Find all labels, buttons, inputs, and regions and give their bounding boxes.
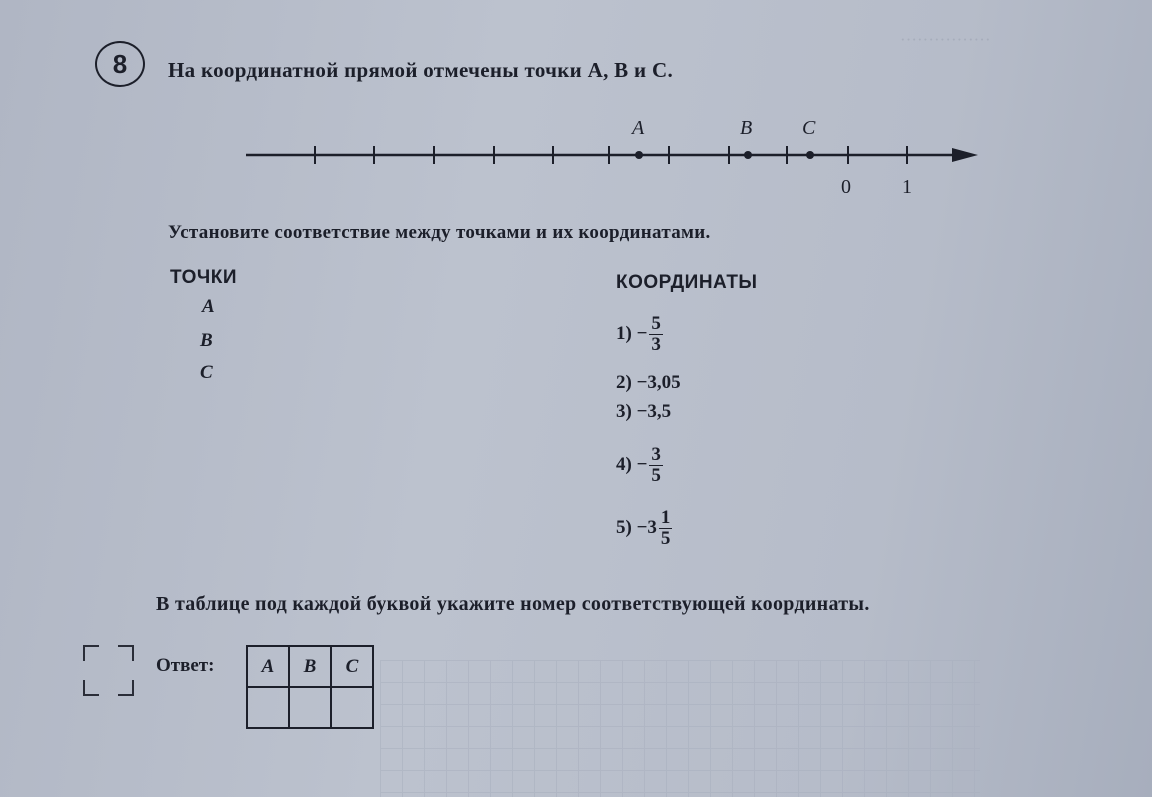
answer-label: Ответ: — [156, 655, 215, 676]
points-item: C — [200, 362, 213, 383]
option-whole: 3 — [647, 517, 657, 539]
option-fraction — [659, 508, 673, 549]
answer-cell-a[interactable] — [247, 687, 289, 728]
coords-column-header: КООРДИНАТЫ — [616, 272, 758, 293]
answer-cell-b[interactable] — [289, 687, 331, 728]
point-c-label: C — [802, 117, 816, 139]
answer-header-b: B — [289, 646, 331, 687]
task-title: На координатной прямой отмечены точки A, B и C. — [168, 58, 673, 82]
point-b-label: B — [740, 117, 753, 139]
corner-bracket-icon — [83, 645, 99, 661]
corner-bracket-icon — [118, 680, 134, 696]
tick-label-one: 1 — [902, 176, 912, 198]
points-item: B — [200, 330, 213, 351]
point-c-dot — [806, 151, 814, 159]
option-sign: − — [636, 517, 648, 539]
instruction-text: Установите соответствие между точками и их координатами. — [168, 222, 711, 243]
coord-option-4 — [616, 445, 663, 486]
points-item: A — [202, 296, 215, 317]
answer-table — [246, 645, 374, 729]
points-column-header: ТОЧКИ — [170, 267, 238, 288]
fraction-denominator: 3 — [651, 333, 661, 355]
option-number: 3) — [616, 401, 632, 422]
task-number: 8 — [112, 48, 128, 79]
answer-header-a: A — [247, 646, 289, 687]
option-number: 1) — [616, 323, 632, 345]
tick-label-zero: 0 — [841, 176, 851, 198]
option-fraction — [649, 314, 663, 355]
bleed-through-text: ················ — [900, 30, 991, 49]
coord-option-3 — [616, 401, 671, 423]
answer-cell-c[interactable] — [331, 687, 373, 728]
table-instruction: В таблице под каждой буквой укажите номер соответствующей координаты. — [156, 593, 870, 615]
option-number: 4) — [616, 454, 632, 476]
option-fraction — [649, 445, 663, 486]
corner-bracket-icon — [83, 680, 99, 696]
coord-option-5 — [616, 508, 672, 549]
coord-option-2 — [616, 372, 681, 394]
option-number: 2) — [616, 372, 632, 393]
fraction-numerator: 1 — [660, 507, 671, 528]
corner-bracket-icon — [118, 645, 134, 661]
fraction-numerator: 5 — [651, 313, 661, 334]
fraction-denominator: 5 — [660, 527, 671, 549]
answer-header-c: C — [331, 646, 373, 687]
point-a-dot — [635, 151, 643, 159]
option-value: −3,5 — [636, 401, 672, 422]
fraction-denominator: 5 — [651, 464, 661, 486]
coord-option-1 — [616, 314, 663, 355]
option-number: 5) — [616, 517, 632, 539]
fraction-numerator: 3 — [651, 444, 661, 465]
axis-arrow-icon — [952, 148, 978, 162]
option-sign: − — [636, 454, 648, 476]
option-sign: − — [636, 323, 648, 345]
option-value: −3,05 — [636, 372, 681, 393]
point-a-label: A — [632, 117, 645, 139]
point-b-dot — [744, 151, 752, 159]
